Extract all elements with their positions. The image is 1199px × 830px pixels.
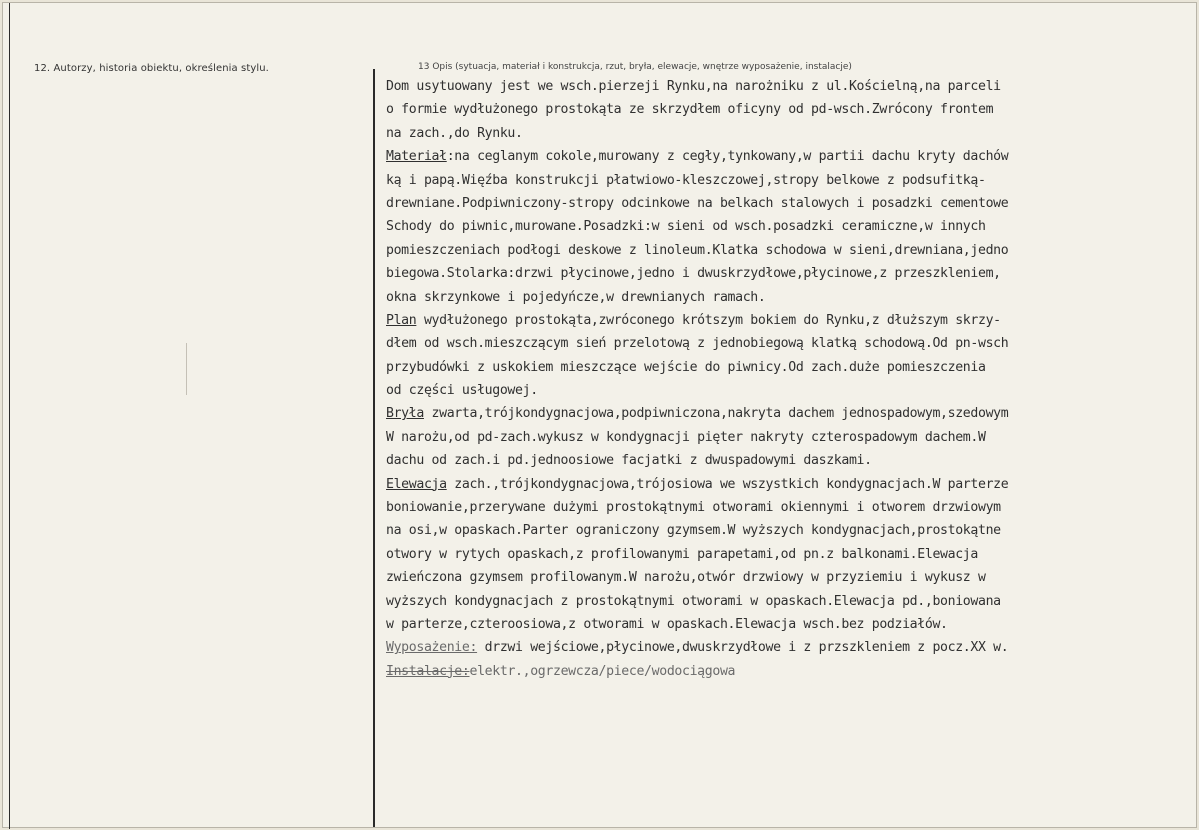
- section-label-bryla: Bryła: [386, 406, 424, 422]
- text-line: W narożu,od pd-zach.wykusz w kondygnacji pięter nakryty czterospadowym dachem.W: [386, 429, 986, 445]
- section-label-material: Materiał: [386, 149, 447, 165]
- text-line: na zach.,do Rynku.: [386, 125, 523, 141]
- text-line: boniowanie,przerywane dużymi prostokątnymi otworami okiennymi i otworem drzwiowym: [386, 500, 1001, 516]
- faint-mark: [186, 343, 187, 395]
- text-span: zach.,trójkondygnacjowa,trójosiowa we wszystkich kondygnacjach.W parterze: [446, 476, 1009, 492]
- text-line: [386, 660, 1198, 683]
- text-line: dłem od wsch.mieszczącym sień przelotową z jednobiegową klatką schodową.Od pn-wsch: [386, 336, 1009, 352]
- text-line: [386, 636, 1198, 659]
- section-label-elewacja: Elewacja: [386, 476, 447, 492]
- text-line: wyższych kondygnacjach z prostokątnymi otworami w opaskach.Elewacja pd.,boniowana: [386, 593, 1001, 609]
- section-label-plan: Plan: [386, 312, 417, 328]
- text-line: pomieszczeniach podłogi deskowe z linoleum.Klatka schodowa w sieni,drewniana,jedno: [386, 242, 1009, 258]
- text-line: biegowa.Stolarka:drzwi płycinowe,jedno i dwuskrzydłowe,płycinowe,z przeszkleniem,: [386, 266, 1001, 282]
- text-line: otwory w rytych opaskach,z profilowanymi parapetami,od pn.z balkonami.Elewacja: [386, 546, 978, 562]
- column-divider: [373, 69, 375, 827]
- section-label-instalacje: Instalacje:: [386, 663, 470, 679]
- field-13-label: 13 Opis (sytuacja, materiał i konstrukcja, rzut, bryła, elewacje, wnętrze wyposażenie, instalacje): [418, 62, 852, 72]
- text-line: [386, 145, 1198, 168]
- text-line: Dom usytuowany jest we wsch.pierzeji Rynku,na narożniku z ul.Kościelną,na parceli: [386, 79, 1001, 94]
- text-line: w parterze,czteroosiowa,z otworami w opaskach.Elewacja wsch.bez podziałów.: [386, 616, 948, 632]
- card-edge-line: [9, 3, 10, 829]
- text-line: ką i papą.Więźba konstrukcji płatwiowo-kleszczowej,stropy belkowe z podsufitką-: [386, 172, 986, 188]
- text-line: [386, 309, 1198, 332]
- text-line: Schody do piwnic,murowane.Posadzki:w sieni od wsch.posadzki ceramiczne,w innych: [386, 219, 986, 235]
- text-line: o formie wydłużonego prostokąta ze skrzydłem oficyny od pd-wsch.Zwrócony frontem: [386, 102, 994, 118]
- text-span: zwarta,trójkondygnacjowa,podpiwniczona,nakryta dachem jednospadowym,szedowym: [423, 406, 1009, 422]
- text-line: drewniane.Podpiwniczony-stropy odcinkowe na belkach stalowych i posadzki cementowe: [386, 195, 1009, 211]
- text-line: [386, 402, 1198, 425]
- text-line: dachu od zach.i pd.jednoosiowe facjatki z dwuspadowymi daszkami.: [386, 453, 872, 469]
- text-line: od części usługowej.: [386, 383, 538, 399]
- text-line: przybudówki z uskokiem mieszczące wejście do piwnicy.Od zach.duże pomieszczenia: [386, 359, 986, 375]
- text-line: [386, 473, 1198, 496]
- text-span: drzwi wejściowe,płycinowe,dwuskrzydłowe i z przszkleniem z pocz.XX w.: [477, 640, 1009, 656]
- text-span: :na ceglanym cokole,murowany z cegły,tynkowany,w partii dachu kryty dachów: [446, 149, 1009, 165]
- text-span: wydłużonego prostokąta,zwróconego krótszym bokiem do Rynku,z dłuższym skrzy-: [416, 312, 1001, 328]
- text-line: okna skrzynkowe i pojedyńcze,w drewnianych ramach.: [386, 289, 766, 305]
- section-label-wyposazenie: Wyposażenie:: [386, 640, 478, 656]
- field-12-label: 12. Autorzy, historia obiektu, określenia stylu.: [34, 63, 269, 74]
- text-span: elektr.,ogrzewcza/piece/wodociągowa: [469, 663, 736, 679]
- text-line: na osi,w opaskach.Parter ograniczony gzymsem.W wyższych kondygnacjach,prostokątne: [386, 523, 1001, 539]
- description-text: [386, 75, 1198, 683]
- text-line: zwieńczona gzymsem profilowanym.W narożu,otwór drzwiowy w przyziemiu i wykusz w: [386, 570, 986, 586]
